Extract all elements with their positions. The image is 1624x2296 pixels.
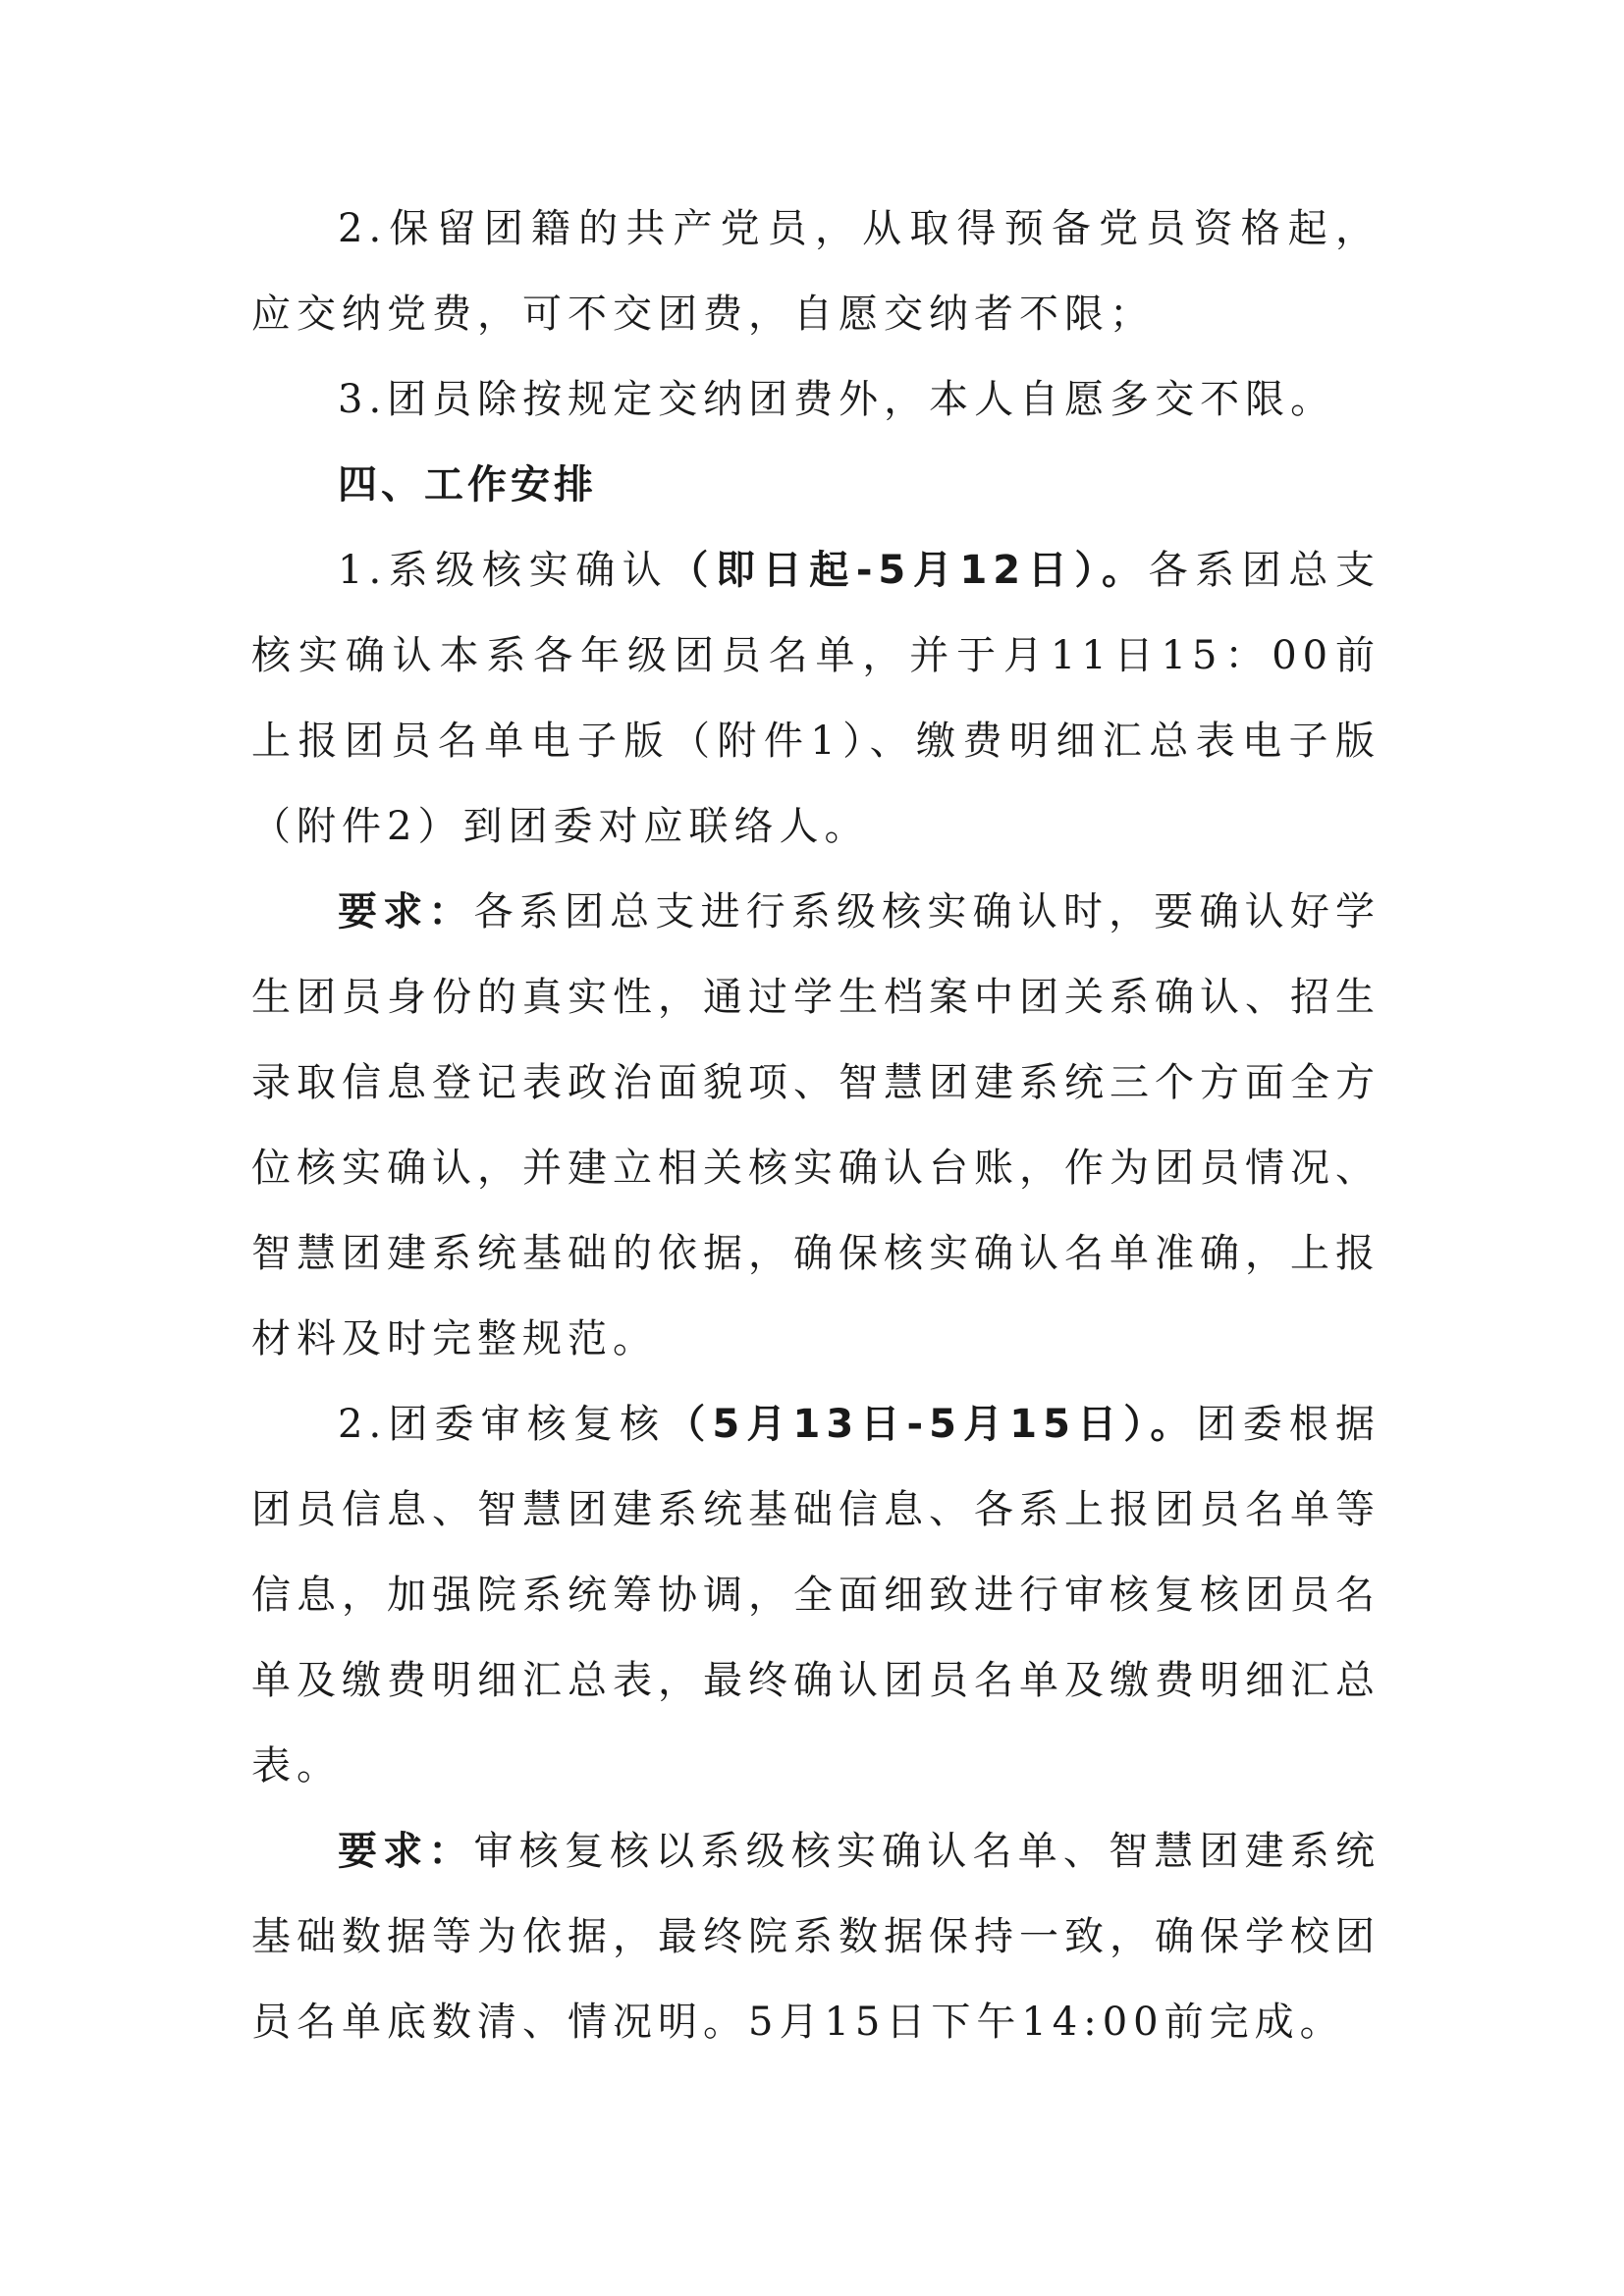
paragraph-requirement-1 <box>251 870 1380 1382</box>
requirement-1-label: 要求： <box>338 889 474 934</box>
item-2-body: 团委根据团员信息、智慧团建系统基础信息、各系上报团员名单等信息，加强院系统筹协调，全面细致进行审核复核团员名单及缴费明细汇总表，最终确认团员名单及缴费明细汇总表。 <box>251 1402 1381 1789</box>
paragraph-party-member-dues: 2.保留团籍的共产党员，从取得预备党员资格起，应交纳党费，可不交团费，自愿交纳者不限； <box>251 206 1380 337</box>
document-body <box>251 187 1380 2065</box>
paragraph-voluntary-extra-dues: 3.团员除按规定交纳团费外，本人自愿多交不限。 <box>338 377 1336 422</box>
section-heading-work-arrangement: 四、工作安排 <box>338 462 597 507</box>
item-2-lead: 2.团委审核复核 <box>338 1402 667 1447</box>
requirement-2-label: 要求： <box>338 1829 474 1874</box>
paragraph-department-verification <box>251 528 1380 870</box>
paragraph-requirement-2 <box>251 1809 1380 2065</box>
item-1-lead: 1.系级核实确认 <box>338 548 670 593</box>
paragraph-league-committee-review <box>251 1382 1380 1809</box>
item-1-period: （即日起-5月12日）。 <box>669 548 1149 593</box>
requirement-2-body: 审核复核以系级核实确认名单、智慧团建系统基础数据等为依据，最终院系数据保持一致，确保学校团员名单底数清、情况明。5月15日下午14:00前完成。 <box>251 1829 1381 2045</box>
requirement-1-body: 各系团总支进行系级核实确认时，要确认好学生团员身份的真实性，通过学生档案中团关系确认、招生录取信息登记表政治面貌项、智慧团建系统三个方面全方位核实确认，并建立相关核实确认台账，作为团员情况、智慧团建系统基础的依据，确保核实确认名单准确，上报材料及时完整规范。 <box>251 889 1381 1362</box>
item-1-body: 各系团总支核实确认本系各年级团员名单，并于月11日15：00前上报团员名单电子版（附件1）、缴费明细汇总表电子版（附件2）到团委对应联络人。 <box>251 548 1380 849</box>
item-2-period: （5月13日-5月15日）。 <box>666 1402 1197 1447</box>
